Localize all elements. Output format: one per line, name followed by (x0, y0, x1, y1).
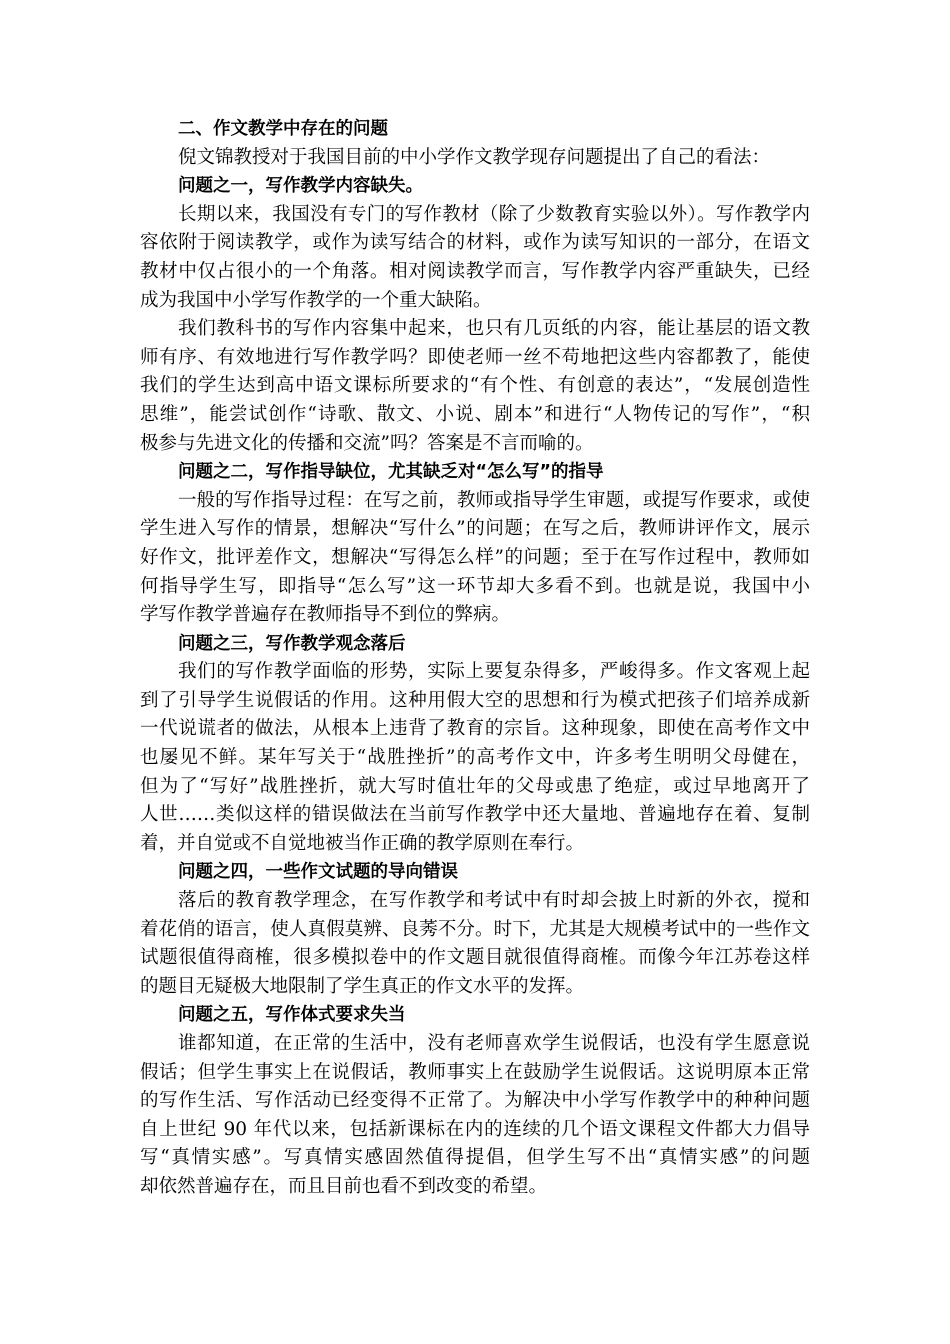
paragraph-line: 我们的学生达到高中语文课标所要求的“有个性、有创意的表达”，“发展创造性 (140, 375, 810, 397)
paragraph-line: 自上世纪 90 年代以来，包括新课标在内的连续的几个语文课程文件都大力倡导 (140, 1118, 810, 1140)
paragraph-line: 假话；但学生事实上在说假话，教师事实上在鼓励学生说假话。这说明原本正常 (140, 1061, 810, 1083)
intro-paragraph: 倪文锦教授对于我国目前的中小学作文教学现存问题提出了自己的看法： (178, 146, 771, 168)
problem4-title: 问题之四，一些作文试题的导向错误 (178, 862, 458, 883)
paragraph-line: 师有序、有效地进行写作教学吗？即使老师一丝不苟地把这些内容都教了，能使 (140, 346, 810, 368)
paragraph-line: 极参与先进文化的传播和交流”吗？答案是不言而喻的。 (140, 432, 594, 454)
paragraph-line: 教材中仅占很小的一个角落。相对阅读教学而言，写作教学内容严重缺失，已经 (140, 260, 810, 282)
paragraph-line: 成为我国中小学写作教学的一个重大缺陷。 (140, 289, 492, 311)
paragraph-line: 落后的教育教学理念，在写作教学和考试中有时却会披上时新的外衣，搅和 (178, 890, 810, 912)
problem2-title: 问题之二，写作指导缺位，尤其缺乏对“怎么写”的指导 (178, 462, 604, 483)
paragraph-line: 学写作教学普遍存在教师指导不到位的弊病。 (140, 604, 511, 626)
problem5-title: 问题之五，写作体式要求失当 (178, 1005, 406, 1026)
paragraph-line: 试题很值得商榷，很多模拟卷中的作文题目就很值得商榷。而像今年江苏卷这样 (140, 947, 810, 969)
document-page (140, 115, 810, 1202)
paragraph-line: 但为了“写好”战胜挫折，就大写时值壮年的父母或患了绝症，或过早地离开了 (140, 775, 810, 797)
paragraph-line: 我们的写作教学面临的形势，实际上要复杂得多，严峻得多。作文客观上起 (178, 661, 810, 683)
paragraph-line: 长期以来，我国没有专门的写作教材（除了少数教育实验以外）。写作教学内 (178, 203, 810, 225)
paragraph-line: 好作文，批评差作文，想解决“写得怎么样”的问题；至于在写作过程中，教师如 (140, 546, 810, 568)
paragraph-line: 容依附于阅读教学，或作为读写结合的材料，或作为读写知识的一部分，在语文 (140, 232, 810, 254)
paragraph-line: 着，并自觉或不自觉地被当作正确的教学原则在奉行。 (140, 832, 585, 854)
paragraph-line: 我们教科书的写作内容集中起来，也只有几页纸的内容，能让基层的语文教 (178, 318, 810, 340)
paragraph-line: 却依然普遍存在，而且目前也看不到改变的希望。 (140, 1175, 548, 1197)
problem1-title: 问题之一，写作教学内容缺失。 (178, 176, 423, 197)
paragraph-line: 谁都知道，在正常的生活中，没有老师喜欢学生说假话，也没有学生愿意说 (178, 1033, 810, 1054)
paragraph-line: 的题目无疑极大地限制了学生真正的作文水平的发挥。 (140, 975, 585, 997)
paragraph-line: 一代说谎者的做法，从根本上违背了教育的宗旨。这种现象，即使在高考作文中 (140, 718, 810, 740)
paragraph-line: 学生进入写作的情景，想解决“写什么”的问题；在写之后，教师讲评作文，展示 (140, 518, 810, 540)
paragraph-line: 写“真情实感”。写真情实感固然值得提倡，但学生写不出“真情实感”的问题 (140, 1147, 810, 1169)
paragraph-line: 也屡见不鲜。某年写关于“战胜挫折”的高考作文中，许多考生明明父母健在， (140, 747, 810, 769)
paragraph-line: 着花俏的语言，使人真假莫辨、良莠不分。时下，尤其是大规模考试中的一些作文 (140, 918, 810, 940)
paragraph-line: 何指导学生写，即指导“怎么写”这一环节却大多看不到。也就是说，我国中小 (140, 575, 810, 597)
paragraph-line: 的写作生活、写作活动已经变得不正常了。为解决中小学写作教学中的种种问题 (140, 1090, 810, 1112)
paragraph-line: 人世……类似这样的错误做法在当前写作教学中还大量地、普遍地存在着、复制 (140, 804, 810, 826)
problem3-title: 问题之三，写作教学观念落后 (178, 633, 406, 654)
paragraph-line: 思维”，能尝试创作“诗歌、散文、小说、剧本”和进行“人物传记的写作”，“积 (140, 403, 810, 425)
section-title: 二、作文教学中存在的问题 (178, 119, 388, 139)
paragraph-line: 到了引导学生说假话的作用。这种用假大空的思想和行为模式把孩子们培养成新 (140, 689, 810, 711)
paragraph-line: 一般的写作指导过程：在写之前，教师或指导学生审题，或提写作要求，或使 (178, 489, 810, 511)
